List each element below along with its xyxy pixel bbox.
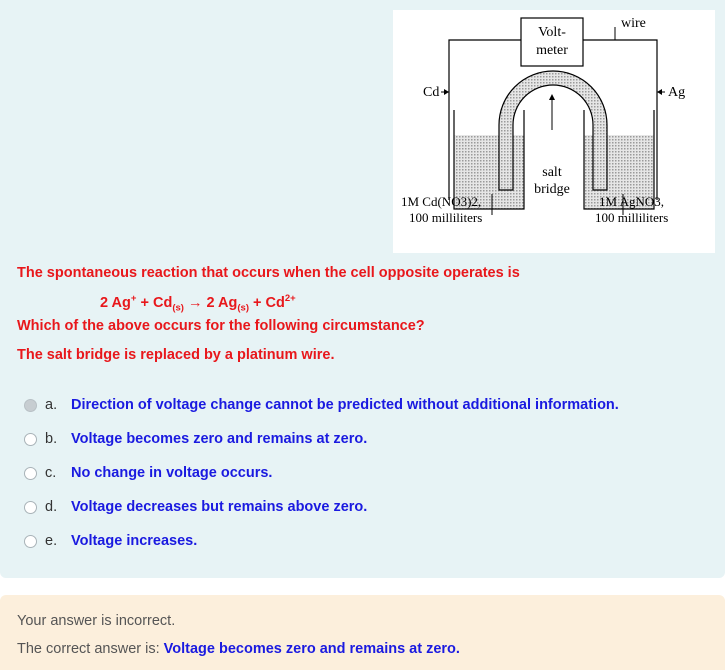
salt-bridge-label-1: salt bbox=[542, 165, 562, 180]
option-text[interactable]: Voltage becomes zero and remains at zero. bbox=[71, 431, 368, 447]
option-b[interactable] bbox=[24, 429, 367, 449]
radio-b[interactable] bbox=[24, 433, 37, 446]
option-text[interactable]: Voltage increases. bbox=[71, 533, 198, 549]
right-solution-label-2: 100 milliliters bbox=[595, 210, 669, 225]
option-letter: a. bbox=[45, 397, 58, 413]
question-intro: The spontaneous reaction that occurs when the cell opposite operates is bbox=[17, 265, 520, 281]
feedback-panel bbox=[0, 595, 725, 670]
question-ask: Which of the above occurs for the following circumstance? bbox=[17, 318, 425, 334]
voltmeter-label-2: meter bbox=[536, 43, 568, 58]
option-text[interactable]: Direction of voltage change cannot be predicted without additional information. bbox=[71, 397, 619, 413]
salt-bridge-label-2: bridge bbox=[534, 182, 570, 197]
option-d[interactable] bbox=[24, 497, 367, 517]
question-circumstance: The salt bridge is replaced by a platinum wire. bbox=[17, 347, 335, 363]
radio-a[interactable] bbox=[24, 399, 37, 412]
wire-label: wire bbox=[621, 16, 646, 31]
option-letter: e. bbox=[45, 533, 58, 549]
option-text[interactable]: Voltage decreases but remains above zero. bbox=[71, 499, 368, 515]
option-e[interactable] bbox=[24, 531, 197, 551]
option-a[interactable] bbox=[24, 395, 619, 415]
option-letter: c. bbox=[45, 465, 57, 481]
option-letter: b. bbox=[45, 431, 58, 447]
option-c[interactable] bbox=[24, 463, 272, 483]
reaction-equation: 2 $Ag^+ + Cd_{(s)} \to 2$ $Ag_{(s)} + Cd^{2+}$ bbox=[100, 293, 296, 314]
electrochemical-cell-diagram bbox=[393, 10, 715, 253]
radio-c[interactable] bbox=[24, 467, 37, 480]
voltmeter-label-1: Volt- bbox=[538, 25, 566, 40]
radio-e[interactable] bbox=[24, 535, 37, 548]
cd-label: Cd bbox=[423, 85, 440, 100]
left-solution-label-1: 1M Cd(NO3)2, bbox=[401, 194, 482, 209]
option-letter: d. bbox=[45, 499, 58, 515]
right-solution-label-1: 1M AgNO3, bbox=[599, 194, 665, 209]
feedback-correct-answer: The correct answer is: Voltage becomes zero and remains at zero. bbox=[17, 641, 460, 657]
ag-label: Ag bbox=[668, 85, 686, 100]
correct-answer-text: Voltage becomes zero and remains at zero. bbox=[163, 641, 460, 657]
left-solution-label-2: 100 milliliters bbox=[409, 210, 483, 225]
feedback-incorrect: Your answer is incorrect. bbox=[17, 613, 176, 629]
radio-d[interactable] bbox=[24, 501, 37, 514]
option-text[interactable]: No change in voltage occurs. bbox=[71, 465, 273, 481]
